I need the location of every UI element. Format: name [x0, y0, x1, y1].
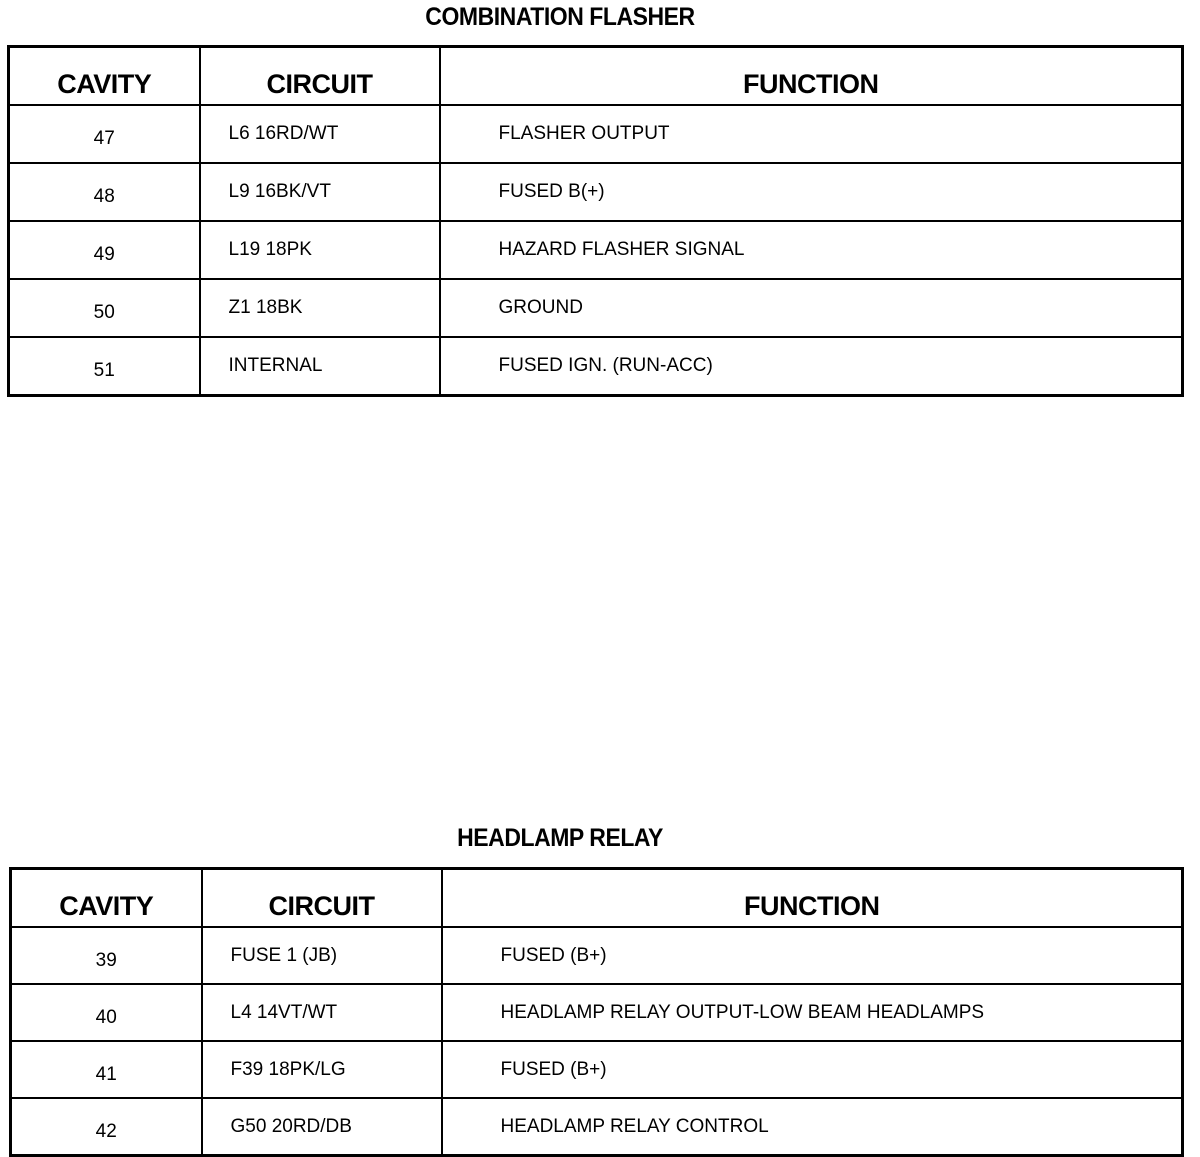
combination-flasher-table [7, 45, 1184, 397]
table-row [9, 163, 1183, 221]
table-row [11, 927, 1183, 984]
headlamp-relay-table [9, 867, 1184, 1157]
table-header-row [9, 47, 1183, 106]
table-row [11, 1041, 1183, 1098]
function-cell: HEADLAMP RELAY OUTPUT-LOW BEAM HEADLAMPS [442, 984, 1183, 1041]
circuit-cell: Z1 18BK [200, 279, 440, 337]
cavity-cell: 50 [9, 279, 200, 337]
circuit-cell: INTERNAL [200, 337, 440, 396]
combination-flasher-title: COMBINATION FLASHER [425, 3, 695, 31]
function-cell: HEADLAMP RELAY CONTROL [442, 1098, 1183, 1156]
cavity-cell: 49 [9, 221, 200, 279]
cavity-cell: 48 [9, 163, 200, 221]
table-row [9, 337, 1183, 396]
table-row [9, 279, 1183, 337]
circuit-cell: L4 14VT/WT [202, 984, 442, 1041]
cavity-cell: 51 [9, 337, 200, 396]
function-cell: FUSED IGN. (RUN-ACC) [440, 337, 1183, 396]
function-cell: FLASHER OUTPUT [440, 105, 1183, 163]
headlamp-relay-title: HEADLAMP RELAY [457, 824, 663, 852]
cavity-cell: 39 [11, 927, 202, 984]
table-row [9, 105, 1183, 163]
column-header-function: FUNCTION [442, 869, 1183, 928]
circuit-cell: F39 18PK/LG [202, 1041, 442, 1098]
cavity-cell: 42 [11, 1098, 202, 1156]
function-cell: GROUND [440, 279, 1183, 337]
cavity-cell: 40 [11, 984, 202, 1041]
circuit-cell: L6 16RD/WT [200, 105, 440, 163]
table-header-row [11, 869, 1183, 928]
circuit-cell: L19 18PK [200, 221, 440, 279]
column-header-circuit: CIRCUIT [202, 869, 442, 928]
cavity-cell: 41 [11, 1041, 202, 1098]
circuit-cell: FUSE 1 (JB) [202, 927, 442, 984]
column-header-cavity: CAVITY [11, 869, 202, 928]
function-cell: FUSED B(+) [440, 163, 1183, 221]
table-row [11, 1098, 1183, 1156]
column-header-function: FUNCTION [440, 47, 1183, 106]
table-row [11, 984, 1183, 1041]
table-row [9, 221, 1183, 279]
circuit-cell: L9 16BK/VT [200, 163, 440, 221]
cavity-cell: 47 [9, 105, 200, 163]
function-cell: FUSED (B+) [442, 927, 1183, 984]
function-cell: HAZARD FLASHER SIGNAL [440, 221, 1183, 279]
column-header-cavity: CAVITY [9, 47, 200, 106]
function-cell: FUSED (B+) [442, 1041, 1183, 1098]
circuit-cell: G50 20RD/DB [202, 1098, 442, 1156]
column-header-circuit: CIRCUIT [200, 47, 440, 106]
